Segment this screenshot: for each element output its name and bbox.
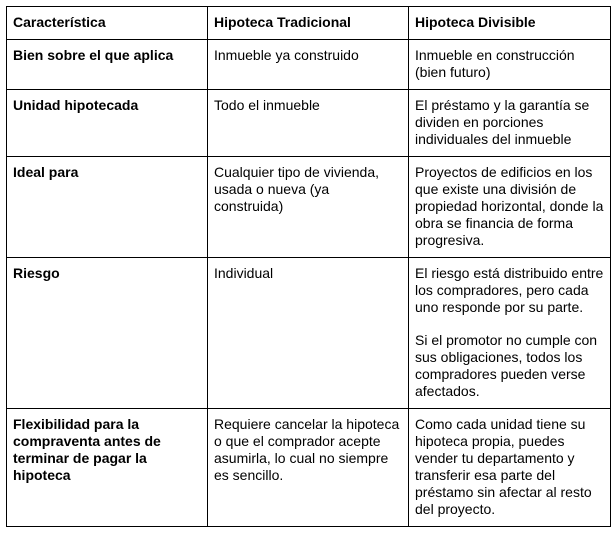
cell-divisible — [409, 409, 611, 527]
table-row — [7, 258, 611, 409]
cell-text: Inmueble ya construido — [214, 47, 359, 63]
header-caracteristica: Característica — [7, 7, 208, 40]
cell-text: Todo el inmueble — [214, 97, 320, 113]
comparison-table — [6, 6, 611, 527]
table-row — [7, 90, 611, 157]
table-row — [7, 157, 611, 258]
cell-traditional — [208, 90, 409, 157]
cell-text: Cualquier tipo de vivienda, usada o nueva (ya construida) — [214, 164, 379, 214]
cell-traditional — [208, 157, 409, 258]
cell-text: El riesgo está distribuido entre los compradores, pero cada uno responde por su parte. — [415, 265, 604, 315]
table-row — [7, 409, 611, 527]
cell-divisible — [409, 157, 611, 258]
cell-text: Como cada unidad tiene su hipoteca propia, puedes vender tu departamento y transferir esa parte del préstamo sin afectar al resto del proyecto. — [415, 416, 592, 517]
cell-divisible — [409, 40, 611, 90]
cell-text: Proyectos de edificios en los que existe una división de propiedad horizontal, donde la obra se financia de forma progresiva. — [415, 164, 604, 248]
row-label: Riesgo — [7, 258, 208, 409]
table-header-row — [7, 7, 611, 40]
cell-traditional — [208, 258, 409, 409]
cell-traditional — [208, 409, 409, 527]
row-label: Flexibilidad para la compraventa antes de terminar de pagar la hipoteca — [7, 409, 208, 527]
row-label: Bien sobre el que aplica — [7, 40, 208, 90]
row-label: Ideal para — [7, 157, 208, 258]
cell-traditional — [208, 40, 409, 90]
header-hipoteca-divisible: Hipoteca Divisible — [409, 7, 611, 40]
cell-text: Inmueble en construcción (bien futuro) — [415, 47, 575, 80]
row-label: Unidad hipotecada — [7, 90, 208, 157]
cell-text: Si el promotor no cumple con sus obligaciones, todos los compradores pueden verse afectados. — [415, 332, 598, 399]
cell-divisible — [409, 90, 611, 157]
header-hipoteca-tradicional: Hipoteca Tradicional — [208, 7, 409, 40]
cell-divisible — [409, 258, 611, 409]
cell-text: Individual — [214, 265, 274, 281]
cell-text: El préstamo y la garantía se dividen en porciones individuales del inmueble — [415, 97, 590, 147]
cell-text: Requiere cancelar la hipoteca o que el comprador acepte asumirla, lo cual no siempre es sencillo. — [214, 416, 400, 483]
table-row — [7, 40, 611, 90]
